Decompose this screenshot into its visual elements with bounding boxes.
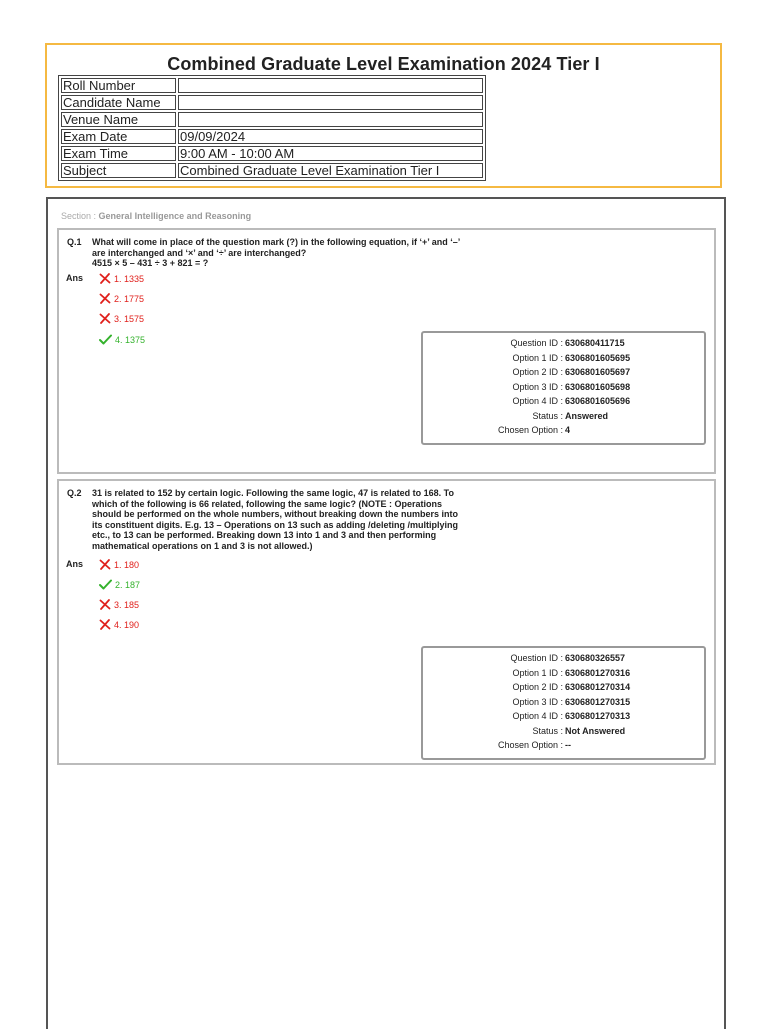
- detail-value: 6306801270314: [565, 682, 631, 692]
- info-row: [61, 146, 483, 161]
- question-panel-q2: [57, 479, 716, 765]
- question-line: mathematical operations on 1 and 3 is not allowed.): [92, 540, 313, 551]
- ans-label: Ans: [66, 559, 84, 569]
- info-label: Candidate Name: [61, 95, 176, 110]
- detail-value: --: [565, 740, 571, 750]
- info-label: Exam Time: [61, 146, 176, 161]
- detail-row: [423, 382, 704, 393]
- info-value: 9:00 AM - 10:00 AM: [178, 146, 483, 161]
- option-label: 4. 190: [114, 619, 140, 630]
- detail-row: [423, 668, 704, 679]
- info-label: Venue Name: [61, 112, 176, 127]
- option-3: [99, 313, 144, 324]
- checkmark-icon: [99, 579, 112, 590]
- question-line: should be performed on the whole numbers, without breaking down the numbers into: [92, 509, 459, 519]
- detail-row: [423, 367, 704, 378]
- detail-row: [423, 396, 704, 407]
- question-line: are interchanged and ‘×’ and ‘÷’ are interchanged?: [92, 247, 307, 258]
- cross-icon: [99, 293, 111, 304]
- detail-value: 6306801270315: [565, 696, 631, 707]
- detail-key: Option 3 ID :: [512, 381, 563, 392]
- question-line: What will come in place of the question mark (?) in the following equation, if ‘+’ and ‘–’: [92, 237, 461, 247]
- detail-value: 6306801605698: [565, 381, 631, 392]
- info-label: Roll Number: [61, 78, 176, 93]
- detail-key: Option 4 ID :: [512, 396, 563, 406]
- cross-icon: [99, 599, 111, 610]
- detail-value: 6306801605695: [565, 352, 631, 363]
- cross-icon: [99, 273, 111, 284]
- question-line: 4515 × 5 – 431 ÷ 3 + 821 = ?: [92, 258, 209, 268]
- section-panel: [46, 197, 726, 1029]
- detail-value: 630680411715: [565, 338, 625, 348]
- option-4: [99, 334, 145, 345]
- detail-key: Chosen Option :: [497, 740, 563, 750]
- detail-row: [423, 740, 704, 751]
- info-value: [178, 112, 483, 127]
- question-text: [92, 488, 512, 551]
- option-3: [99, 599, 139, 610]
- option-2: [99, 579, 140, 590]
- detail-row: [423, 411, 704, 422]
- exam-header: [45, 43, 722, 188]
- detail-value: 6306801270316: [565, 667, 631, 678]
- detail-key: Question ID :: [510, 338, 563, 348]
- detail-row: [423, 353, 704, 364]
- option-label: 2. 187: [115, 579, 141, 590]
- question-line: its constituent digits. E.g. 13 – Operations on 13 such as adding /deleting /multiplying: [92, 519, 459, 530]
- info-value: [178, 95, 483, 110]
- section-label: [61, 211, 251, 221]
- exam-title: Combined Graduate Level Examination 2024 Tier I: [167, 54, 600, 74]
- candidate-info-table: [58, 75, 486, 181]
- info-value: 09/09/2024: [178, 129, 483, 144]
- detail-key: Status :: [532, 410, 563, 421]
- info-label: Exam Date: [61, 129, 176, 144]
- detail-row: [423, 711, 704, 722]
- section-prefix: Section :: [61, 211, 97, 221]
- cross-icon: [99, 559, 111, 570]
- detail-row: [423, 726, 704, 737]
- option-1: [99, 559, 139, 570]
- info-row: [61, 95, 483, 110]
- detail-key: Option 3 ID :: [512, 696, 563, 707]
- detail-row: [423, 653, 704, 664]
- detail-value: Not Answered: [565, 725, 626, 736]
- question-panel-q1: [57, 228, 716, 474]
- option-label: 3. 185: [114, 599, 140, 610]
- info-value: Combined Graduate Level Examination Tier I: [178, 163, 483, 178]
- detail-row: [423, 338, 704, 349]
- question-details-box: [421, 646, 706, 760]
- question-line: which of the following is 66 related, following the same logic? (NOTE : Operations: [92, 498, 443, 509]
- question-number: Q.2: [67, 488, 82, 498]
- detail-key: Option 2 ID :: [512, 682, 563, 692]
- ans-label: Ans: [66, 273, 84, 283]
- checkmark-icon: [99, 334, 112, 345]
- option-2: [99, 293, 144, 304]
- info-row: [61, 129, 483, 144]
- detail-row: [423, 697, 704, 708]
- option-1: [99, 273, 144, 284]
- detail-value: Answered: [565, 410, 609, 421]
- info-row: [61, 163, 483, 178]
- detail-key: Question ID :: [510, 653, 563, 663]
- info-label: Subject: [61, 163, 176, 178]
- detail-value: 6306801270313: [565, 711, 631, 721]
- question-line: 31 is related to 152 by certain logic. Following the same logic, 47 is related to 168. To: [92, 488, 454, 498]
- detail-key: Option 1 ID :: [512, 667, 563, 678]
- option-label: 1. 1335: [114, 273, 145, 284]
- question-details-box: [421, 331, 706, 445]
- detail-key: Option 1 ID :: [512, 352, 563, 363]
- detail-row: [423, 425, 704, 436]
- cross-icon: [99, 619, 111, 630]
- question-number: Q.1: [67, 237, 82, 247]
- detail-key: Status :: [532, 725, 563, 736]
- detail-key: Chosen Option :: [497, 425, 563, 435]
- info-row: [61, 78, 483, 93]
- detail-key: Option 2 ID :: [512, 367, 563, 377]
- question-line: etc., to 13 can be performed. Breaking down 13 into 1 and 3 and then performing: [92, 530, 437, 540]
- info-value: [178, 78, 483, 93]
- detail-value: 4: [565, 425, 571, 435]
- detail-row: [423, 682, 704, 693]
- section-name: General Intelligence and Reasoning: [98, 211, 252, 221]
- detail-value: 630680326557: [565, 653, 626, 663]
- info-row: [61, 112, 483, 127]
- option-4: [99, 619, 139, 630]
- cross-icon: [99, 313, 111, 324]
- option-label: 3. 1575: [114, 313, 145, 324]
- option-label: 4. 1375: [115, 334, 146, 345]
- option-label: 1. 180: [114, 559, 140, 570]
- question-text: [92, 237, 512, 269]
- detail-key: Option 4 ID :: [512, 711, 563, 721]
- detail-value: 6306801605697: [565, 367, 631, 377]
- option-label: 2. 1775: [114, 293, 145, 304]
- detail-value: 6306801605696: [565, 396, 631, 406]
